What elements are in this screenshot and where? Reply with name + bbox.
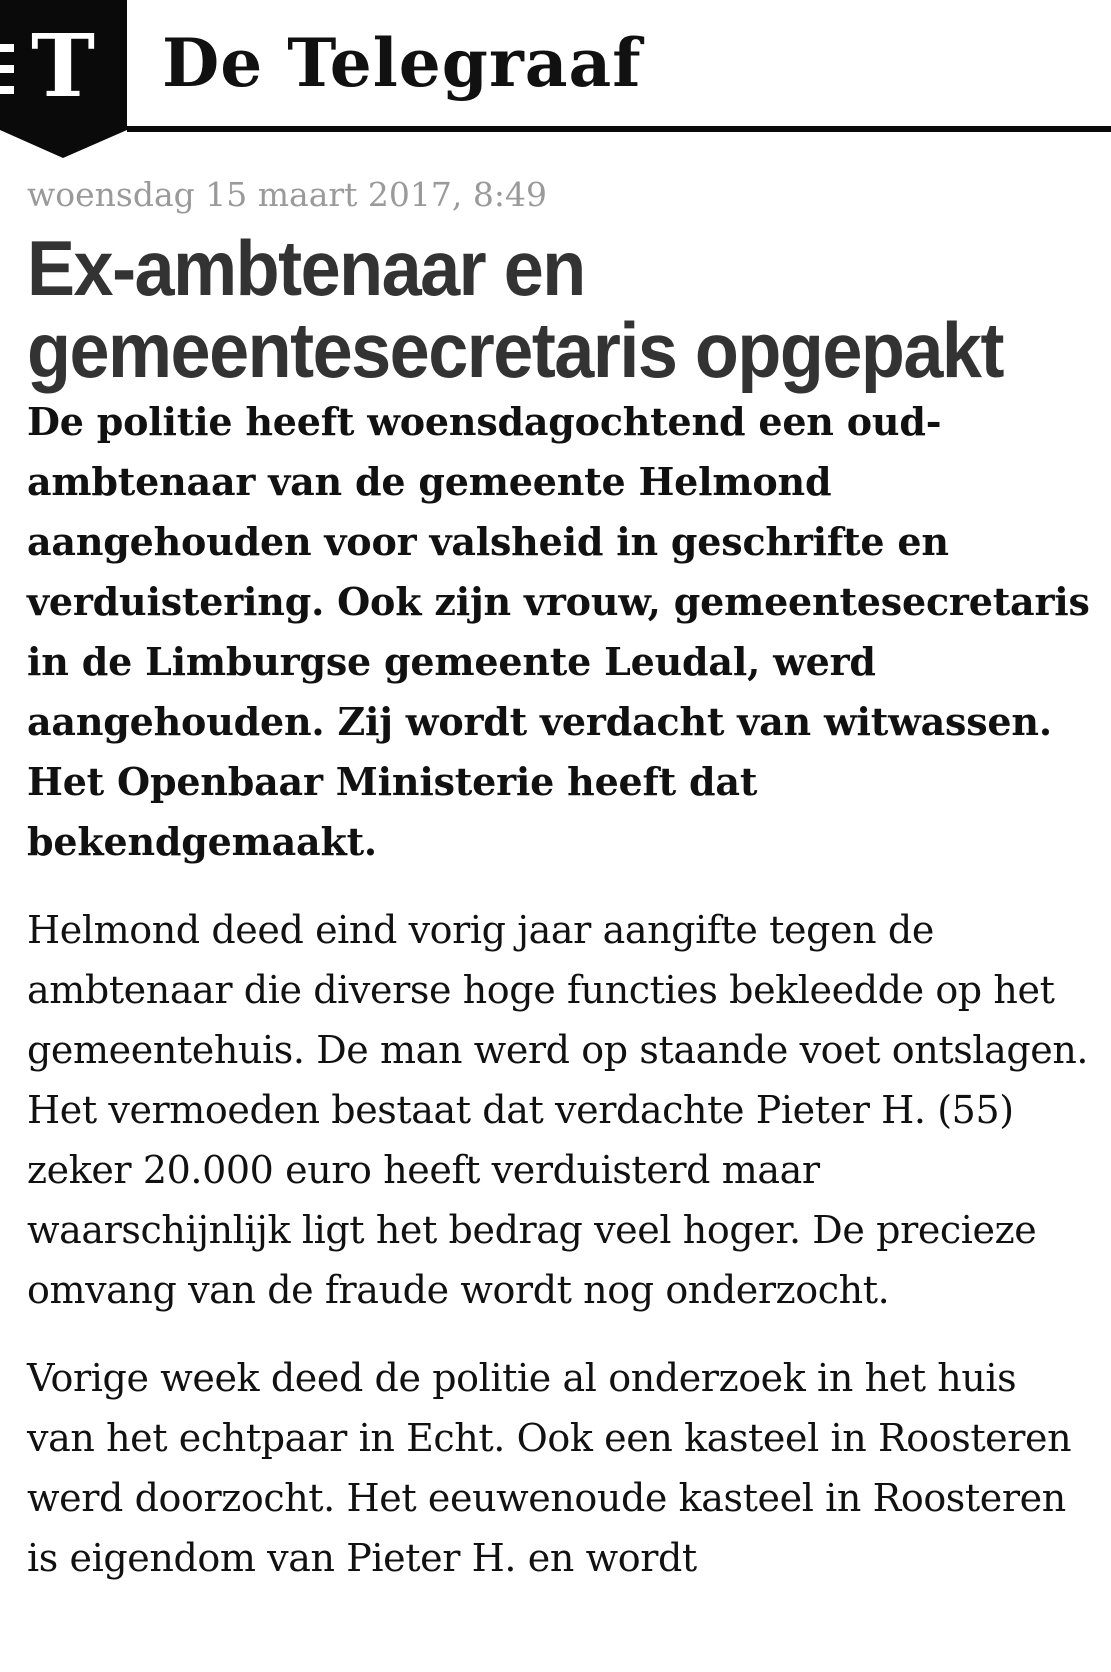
site-header — [0, 0, 1111, 160]
header-divider — [127, 126, 1111, 132]
article — [27, 170, 1092, 1588]
article-paragraph: Helmond deed eind vorig jaar aangifte tegen de ambtenaar die diverse hoge functies bekleedde op het gemeentehuis. De man werd op staande voet ontslagen. Het vermoeden bestaat dat verdachte Pieter H. (55) zeker 20.000 euro heeft verduisterd maar waarschijnlijk ligt het bedrag veel hoger. De precieze omvang van de fraude wordt nog onderzocht. — [27, 908, 1089, 1312]
logo-tab-point — [0, 130, 127, 158]
menu-logo-button[interactable] — [0, 0, 127, 130]
article-paragraph: Vorige week deed de politie al onderzoek in het huis van het echtpaar in Echt. Ook een kasteel in Roosteren werd doorzocht. Het eeuwenoude kasteel in Roosteren is eigendom van Pieter H. en wordt — [27, 1356, 1072, 1580]
article-timestamp: woensdag 15 maart 2017, 8:49 — [27, 175, 547, 214]
hamburger-menu-icon[interactable] — [0, 44, 14, 94]
article-headline: Ex-ambtenaar en gemeentesecretaris opgepakt — [27, 225, 1003, 395]
article-lede: De politie heeft woensdagochtend een oud-ambtenaar van de gemeente Helmond aangehouden voor valsheid in geschrifte en verduistering. Ook zijn vrouw, gemeentesecretaris in de Limburgse gemeente Leudal, werd aangehouden. Zij wordt verdacht van witwassen. Het Openbaar Ministerie heeft dat bekendgemaakt. — [27, 399, 1090, 864]
masthead-logo[interactable]: De Telegraaf — [162, 24, 642, 102]
telegraaf-t-logo-icon: T — [31, 16, 95, 117]
